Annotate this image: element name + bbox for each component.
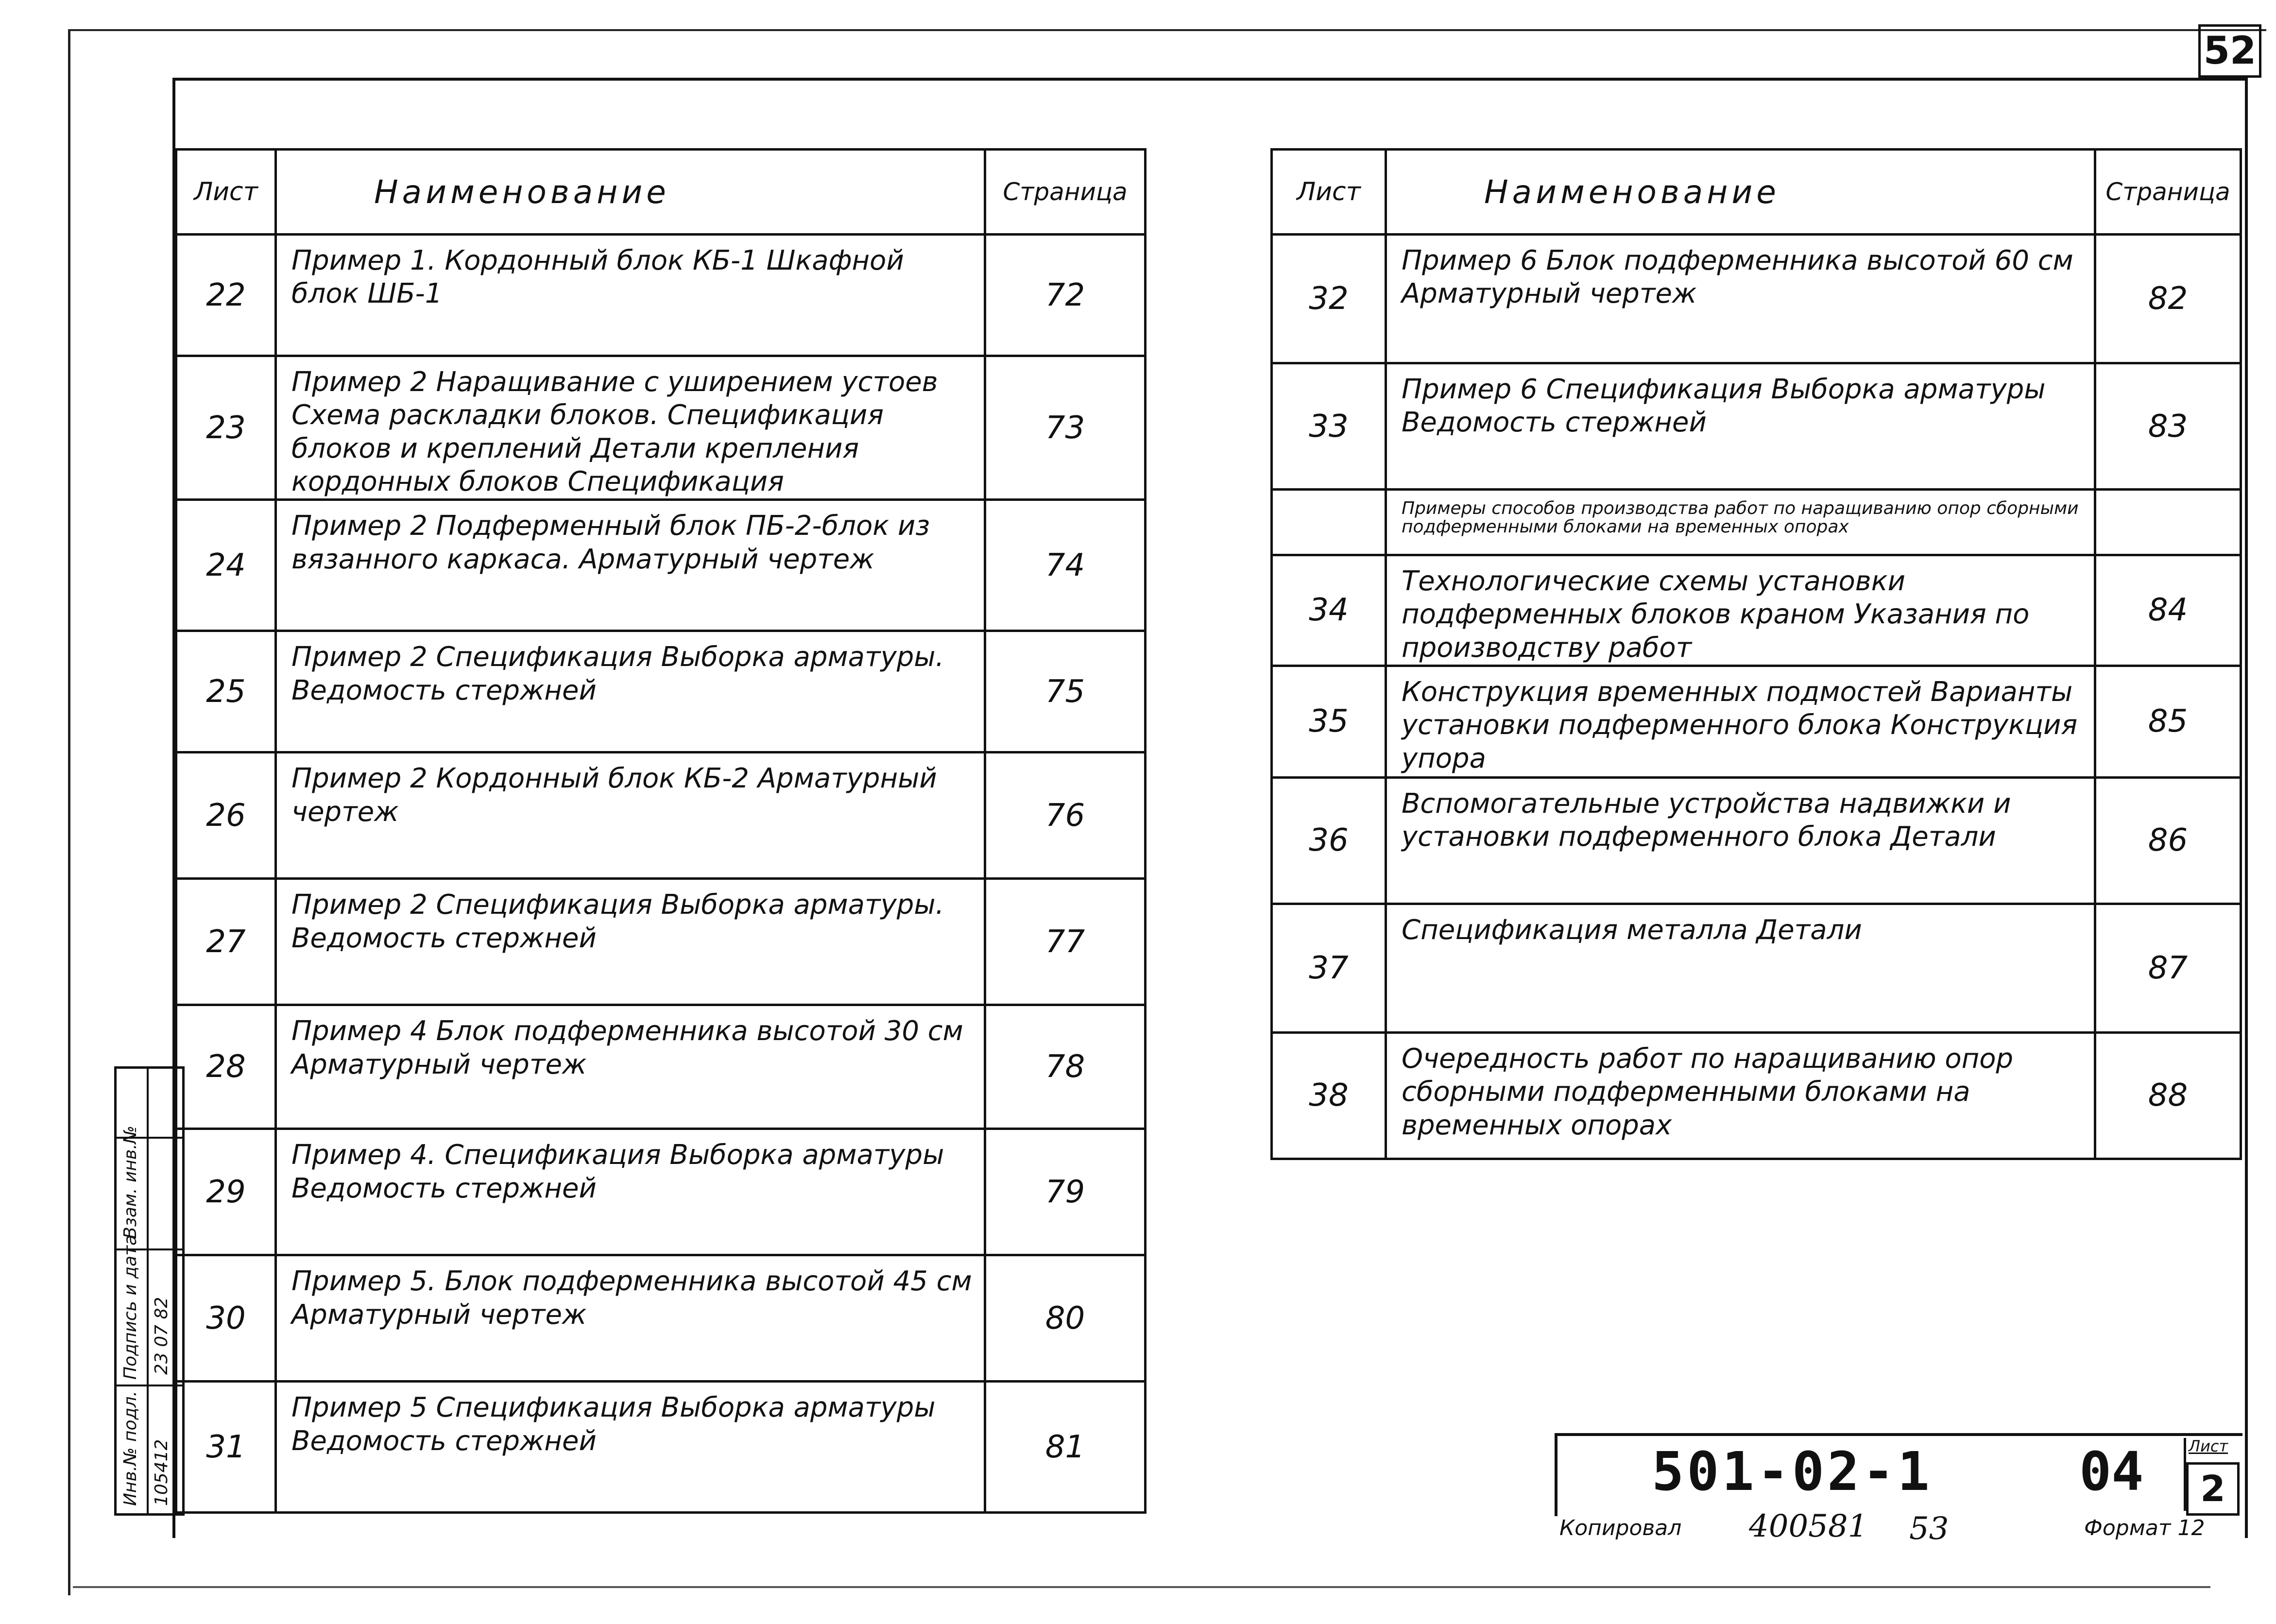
contents-table-left (175, 148, 1147, 1514)
row-list-number: 22 (176, 235, 276, 356)
copied-value: 400581 (1749, 1508, 1868, 1544)
table-row (1272, 490, 2241, 555)
row-list-number: 24 (176, 500, 276, 631)
row-title: Пример 5. Блок подферменника высотой 45 см Арматурный чертеж (276, 1255, 985, 1382)
row-page-number: 78 (985, 1005, 1146, 1129)
list-label: Лист (2189, 1437, 2228, 1455)
document-part: 04 (2079, 1440, 2144, 1503)
header-list: Лист (176, 150, 276, 235)
row-title: Пример 5 Спецификация Выборка арматуры Ведомость стержней (276, 1382, 985, 1513)
sign-label: Подпись и дата (120, 1234, 140, 1380)
row-list-number: 34 (1272, 555, 1386, 666)
table-row (176, 631, 1146, 752)
row-list-number: 36 (1272, 777, 1386, 904)
row-list-number: 35 (1272, 666, 1386, 777)
row-title: Пример 2 Спецификация Выборка арматуры. Ведомость стержней (276, 879, 985, 1005)
row-list-number: 25 (176, 631, 276, 752)
row-page-number: 83 (2095, 363, 2241, 490)
row-page-number: 73 (985, 356, 1146, 500)
row-list-number: 38 (1272, 1032, 1386, 1159)
row-title: Технологические схемы установки подферменных блоков краном Указания по производству работ (1386, 555, 2095, 666)
bottom-trim-line (73, 1586, 2210, 1588)
table-row (1272, 666, 2241, 777)
table-row (176, 1129, 1146, 1255)
row-list-number: 28 (176, 1005, 276, 1129)
row-page-number: 77 (985, 879, 1146, 1005)
table-row (176, 500, 1146, 631)
row-page-number: 82 (2095, 235, 2241, 363)
row-page-number: 86 (2095, 777, 2241, 904)
row-page-number: 84 (2095, 555, 2241, 666)
table-row (1272, 904, 2241, 1032)
format-label: Формат 12 (2084, 1516, 2205, 1540)
table-header (176, 150, 1146, 235)
row-title: Пример 4. Спецификация Выборка арматуры Ведомость стержней (276, 1129, 985, 1255)
row-title: Пример 6 Блок подферменника высотой 60 см Арматурный чертеж (1386, 235, 2095, 363)
table-row (176, 752, 1146, 879)
row-list-number: 26 (176, 752, 276, 879)
row-page-number: 80 (985, 1255, 1146, 1382)
inv-label: Инв.№ подл. (120, 1391, 140, 1506)
table-header (1272, 150, 2241, 235)
header-page: Страница (2095, 150, 2241, 235)
copied-extra: 53 (1909, 1511, 1949, 1547)
row-title: Очередность работ по наращиванию опор сборными подферменными блоками на временных опорах (1386, 1032, 2095, 1159)
row-title: Пример 6 Спецификация Выборка арматуры Ведомость стержней (1386, 363, 2095, 490)
row-page-number: 81 (985, 1382, 1146, 1513)
row-page-number: 88 (2095, 1032, 2241, 1159)
sign-value: 23 07 82 (152, 1297, 171, 1375)
table-row (176, 356, 1146, 500)
row-title: Примеры способов производства работ по наращиванию опор сборными подферменными блоками на временных опорах (1386, 490, 2095, 555)
table-row (1272, 235, 2241, 363)
table-row (176, 879, 1146, 1005)
row-list-number: 29 (176, 1129, 276, 1255)
row-page-number: 79 (985, 1129, 1146, 1255)
row-title: Пример 2 Подферменный блок ПБ-2-блок из вязанного каркаса. Арматурный чертеж (276, 500, 985, 631)
side-divider (117, 1385, 182, 1386)
row-title: Конструкция временных подмостей Варианты установки подферменного блока Конструкция упора (1386, 666, 2095, 777)
row-page-number (2095, 490, 2241, 555)
table-row (1272, 363, 2241, 490)
row-page-number: 72 (985, 235, 1146, 356)
contents-table-right (1270, 148, 2242, 1160)
row-title: Пример 1. Кордонный блок КБ-1 Шкафной блок ШБ-1 (276, 235, 985, 356)
row-list-number: 27 (176, 879, 276, 1005)
row-title: Пример 4 Блок подферменника высотой 30 см Арматурный чертеж (276, 1005, 985, 1129)
row-title: Спецификация металла Детали (1386, 904, 2095, 1032)
row-list-number: 32 (1272, 235, 1386, 363)
copied-label: Копировал (1559, 1516, 1682, 1540)
row-list-number: 23 (176, 356, 276, 500)
header-list: Лист (1272, 150, 1386, 235)
document-code: 501-02-1 (1652, 1440, 1933, 1503)
row-page-number: 87 (2095, 904, 2241, 1032)
table-row (176, 1005, 1146, 1129)
row-list-number (1272, 490, 1386, 555)
table-row (176, 235, 1146, 356)
row-list-number: 30 (176, 1255, 276, 1382)
row-list-number: 33 (1272, 363, 1386, 490)
header-name: Наименование (276, 150, 985, 235)
inv-value: 105412 (152, 1439, 171, 1506)
table-row (1272, 1032, 2241, 1159)
table-row (176, 1382, 1146, 1513)
row-page-number: 76 (985, 752, 1146, 879)
table-row (176, 1255, 1146, 1382)
row-page-number: 85 (2095, 666, 2241, 777)
header-name: Наименование (1386, 150, 2095, 235)
header-page: Страница (985, 150, 1146, 235)
sheet-corner-number: 52 (2198, 24, 2261, 78)
list-value: 2 (2186, 1462, 2240, 1516)
table-row (1272, 555, 2241, 666)
replace-label: Взам. инв.№ (120, 1126, 140, 1239)
side-stamp (114, 1066, 185, 1516)
row-title: Пример 2 Кордонный блок КБ-2 Арматурный чертеж (276, 752, 985, 879)
row-title: Вспомогательные устройства надвижки и установки подферменного блока Детали (1386, 777, 2095, 904)
row-title: Пример 2 Спецификация Выборка арматуры. Ведомость стержней (276, 631, 985, 752)
row-page-number: 75 (985, 631, 1146, 752)
row-page-number: 74 (985, 500, 1146, 631)
row-list-number: 31 (176, 1382, 276, 1513)
row-title: Пример 2 Наращивание с уширением устоев Схема раскладки блоков. Спецификация блоков и креплений Детали крепления кордонных блоков Спецификация (276, 356, 985, 500)
table-row (1272, 777, 2241, 904)
row-list-number: 37 (1272, 904, 1386, 1032)
